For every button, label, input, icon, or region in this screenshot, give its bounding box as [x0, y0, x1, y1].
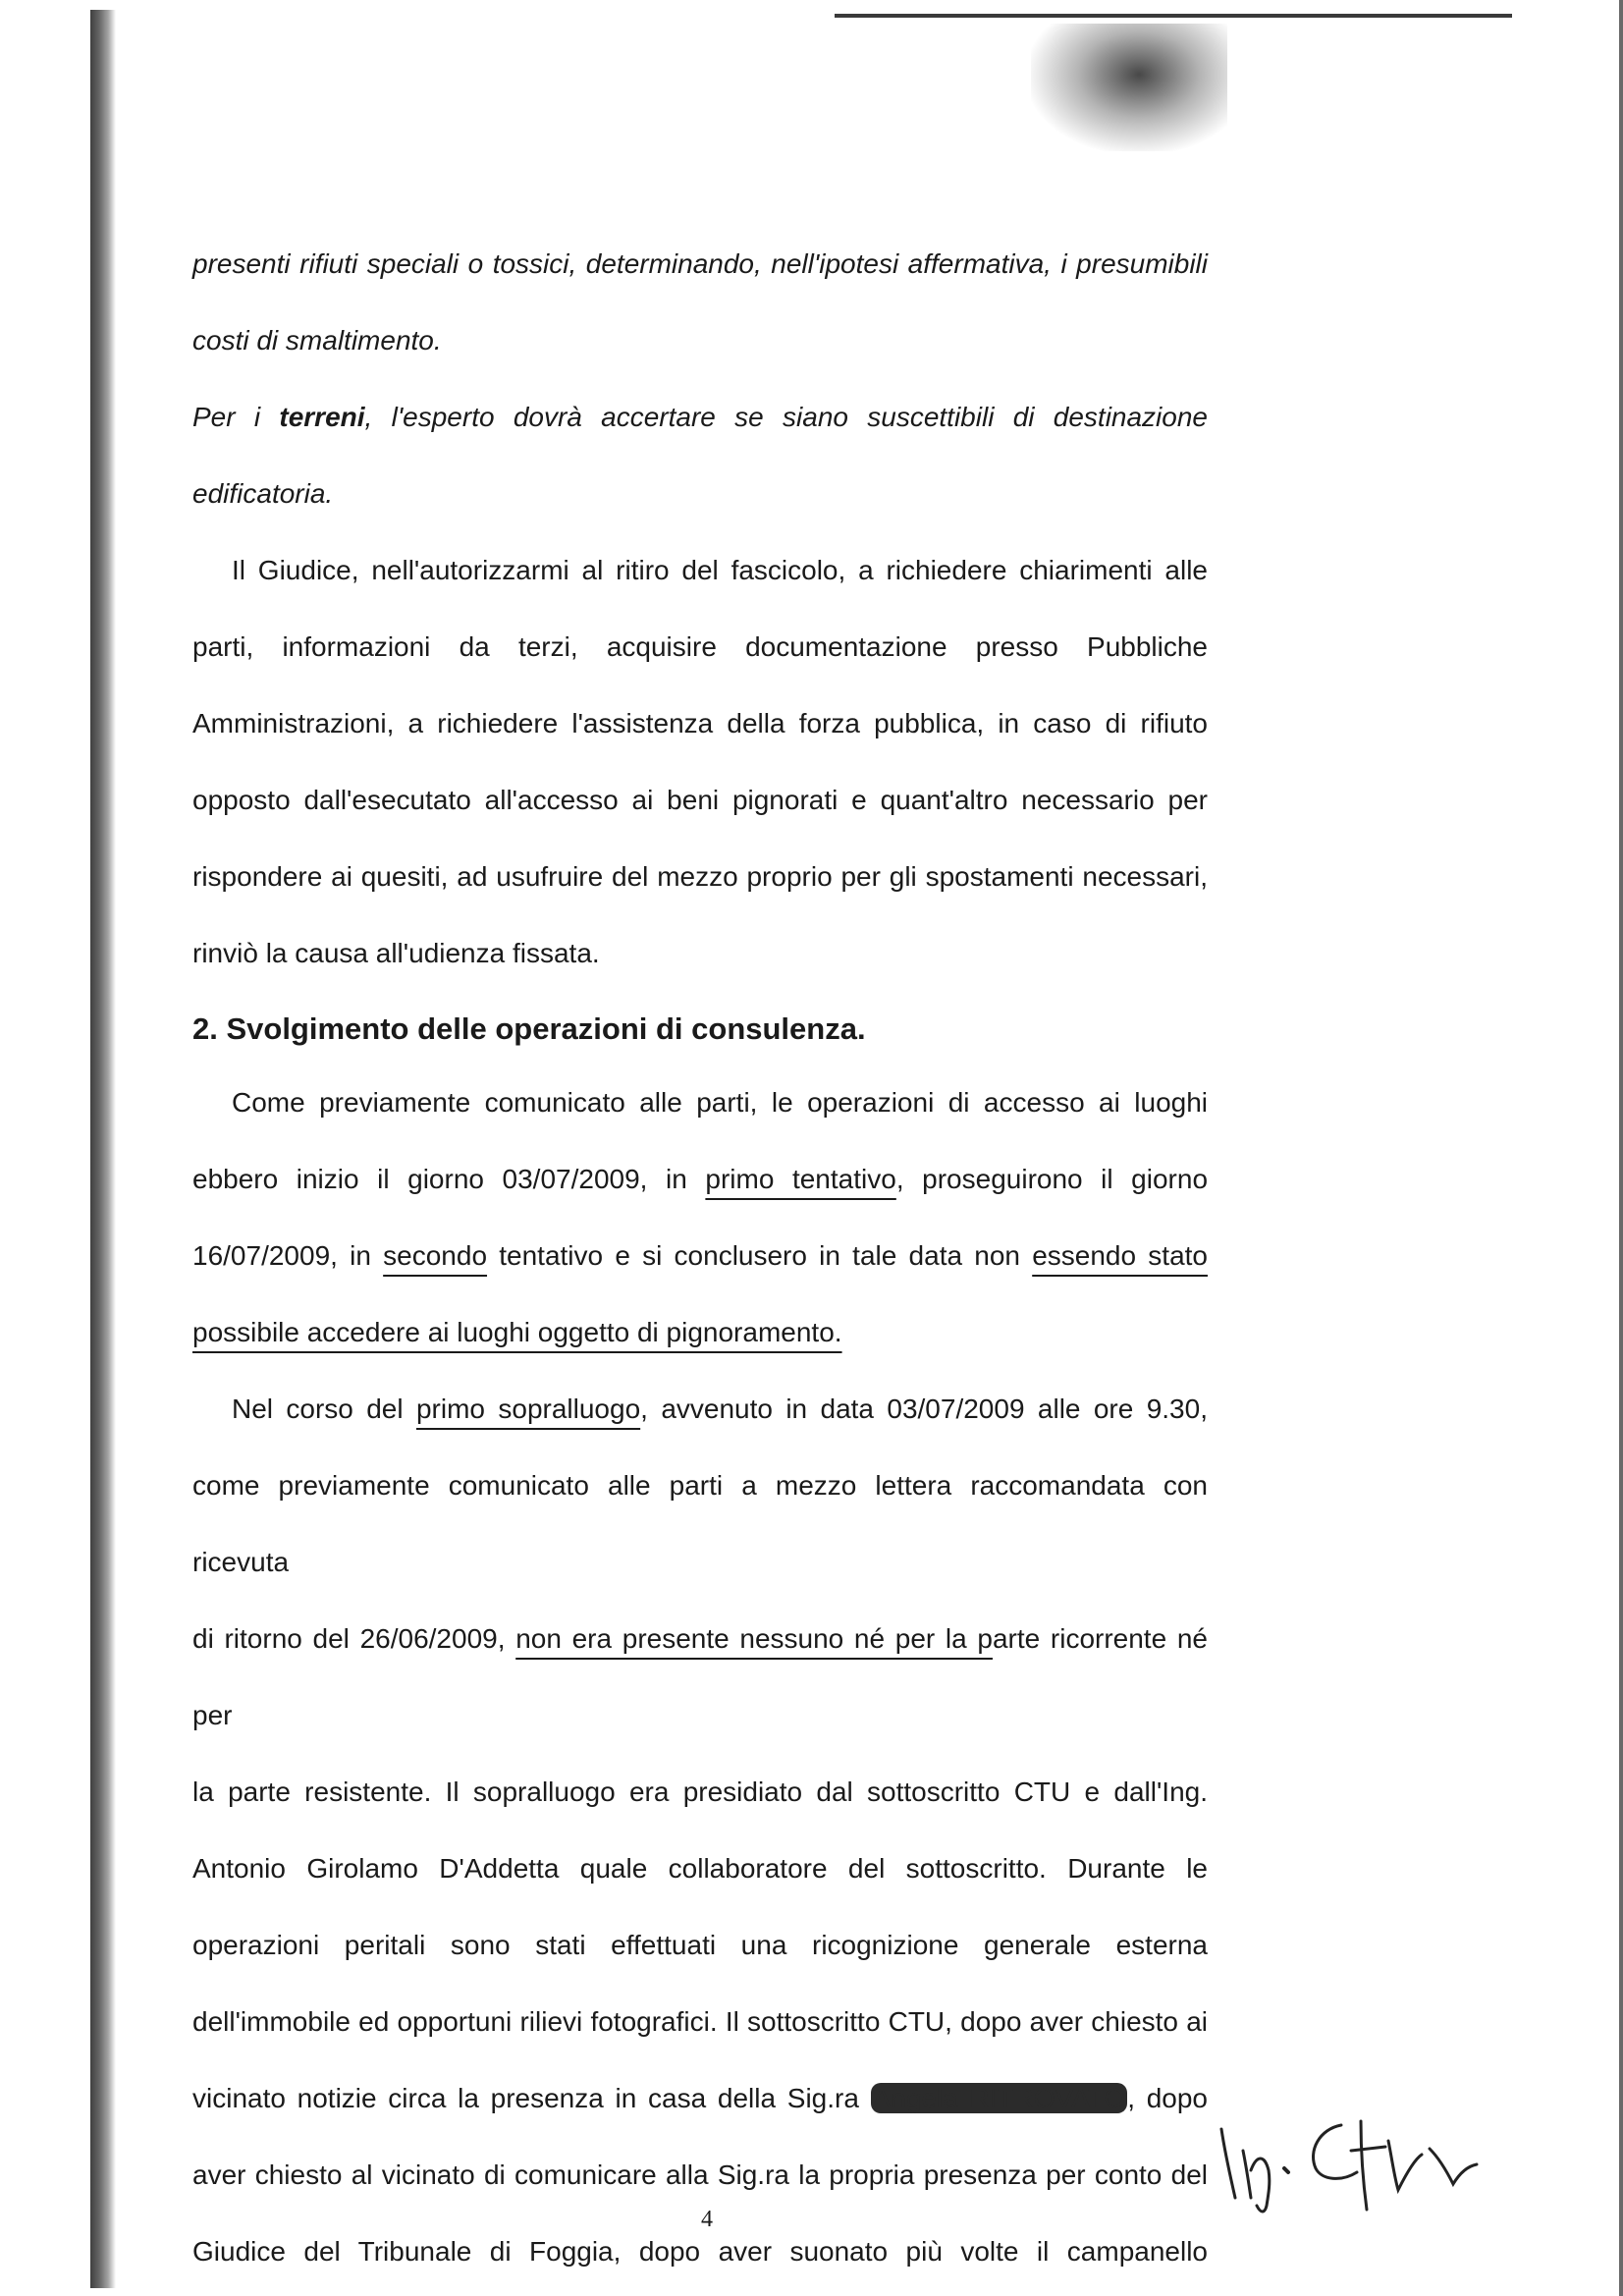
scan-edge-right: [1619, 0, 1623, 2296]
s2p2-text-1a: Nel corso del: [232, 1394, 416, 1424]
s2p1-line-2: [192, 1141, 1208, 1218]
s2p2-text-6: operazioni peritali sono stati effettuati una ricognizione generale esterna: [192, 1930, 1208, 1960]
s2p1-underlined-secondo: secondo: [383, 1240, 488, 1271]
s2p2-text-4: la parte resistente. Il sopralluogo era presidiato dal sottoscritto CTU e dall'Ing.: [192, 1777, 1208, 1807]
redacted-name: Angela RITROVATO: [872, 2083, 1126, 2113]
s2p2-text-2: come previamente comunicato alle parti a mezzo lettera raccomandata con ricevuta: [192, 1470, 1208, 1577]
s2p1-text-4: possibile accedere ai luoghi oggetto di pignoramento.: [192, 1317, 842, 1347]
s2p2-line-9: [192, 2137, 1208, 2214]
s2p2-text-9: aver chiesto al vicinato di comunicare alla Sig.ra la propria presenza per conto del: [192, 2159, 1208, 2190]
giudice-line-1: [192, 532, 1208, 609]
s2p2-text-1b: , avvenuto in data 03/07/2009 alle ore 9.30,: [640, 1394, 1208, 1424]
s2p1-text-1: Come previamente comunicato alle parti, le operazioni di accesso ai luoghi: [232, 1087, 1208, 1118]
scan-edge-left: [90, 10, 116, 2288]
s2p2-line-7: [192, 1984, 1208, 2060]
terreni-line-2-text: edificatoria.: [192, 478, 334, 509]
s2p2-line-3: [192, 1601, 1208, 1754]
s2p2-line-6: [192, 1907, 1208, 1984]
giudice-text-4: opposto dall'esecutato all'accesso ai beni pignorati e quant'altro necessario per: [192, 785, 1208, 815]
terreni-rest: , l'esperto dovrà accertare se siano suscettibili di destinazione: [364, 402, 1208, 432]
s2p2-text-3b: arte ricorrente né per: [192, 1623, 1208, 1730]
s2p2-text-8a: vicinato notizie circa la presenza in casa della Sig.ra: [192, 2083, 871, 2113]
s2p2-line-1: [192, 1371, 1208, 1448]
page-number: 4: [701, 2207, 713, 2232]
s2p2-line-8: [192, 2060, 1208, 2137]
s2p2-line-5: [192, 1831, 1208, 1907]
s2p1-text-3b: tentativo e si conclusero in tale data non: [487, 1240, 1033, 1271]
s2p2-text-7: dell'immobile ed opportuni rilievi fotografici. Il sottoscritto CTU, dopo aver chiesto ai: [192, 2006, 1208, 2037]
terreni-prefix: Per i: [192, 402, 280, 432]
giudice-line-3: [192, 685, 1208, 762]
terreni-line-2: [192, 456, 1208, 532]
terreni-line-1: [192, 379, 1208, 456]
intro-line-2-text: costi di smaltimento.: [192, 325, 442, 355]
document-page: [192, 226, 1208, 2290]
s2p1-text-3a: 16/07/2009, in: [192, 1240, 384, 1271]
s2p2-text-5: Antonio Girolamo D'Addetta quale collaboratore del sottoscritto. Durante le: [192, 1853, 1208, 1884]
intro-line-2: [192, 302, 1208, 379]
scan-top-line: [835, 14, 1512, 18]
s2p2-line-2: [192, 1448, 1208, 1601]
giudice-line-6: [192, 915, 1208, 992]
s2p2-text-10: Giudice del Tribunale di Foggia, dopo aver suonato più volte il campanello: [192, 2236, 1208, 2267]
signature-handwritten: [1214, 2111, 1498, 2219]
s2p1-line-3: [192, 1218, 1208, 1294]
scan-smudge: [1031, 24, 1227, 151]
section-2-heading: 2. Svolgimento delle operazioni di consulenza.: [192, 1011, 866, 1046]
giudice-text-3: Amministrazioni, a richiedere l'assistenza della forza pubblica, in caso di rifiuto: [192, 708, 1208, 738]
giudice-line-5: [192, 839, 1208, 915]
intro-line-1-text: presenti rifiuti speciali o tossici, determinando, nell'ipotesi affermativa, i presumibili: [192, 248, 1208, 279]
s2p2-text-8b: , dopo: [1127, 2083, 1208, 2113]
s2p1-line-1: [192, 1065, 1208, 1141]
giudice-text-5: rispondere ai quesiti, ad usufruire del mezzo proprio per gli spostamenti necessari,: [192, 861, 1208, 892]
s2p2-text-3a: di ritorno del 26/06/2009,: [192, 1623, 516, 1654]
s2p1-text-2a: ebbero inizio il giorno 03/07/2009, in: [192, 1164, 706, 1194]
s2p1-underlined-primo-tentativo: primo tentativo: [705, 1164, 896, 1194]
giudice-text-6: rinviò la causa all'udienza fissata.: [192, 938, 600, 968]
terreni-bold: terreni: [279, 402, 365, 432]
s2p2-underlined-non-era-presente: non era presente nessuno né per la p: [515, 1623, 993, 1654]
giudice-line-2: [192, 609, 1208, 685]
s2p1-line-4: [192, 1294, 1208, 1371]
giudice-text-1: Il Giudice, nell'autorizzarmi al ritiro del fascicolo, a richiedere chiarimenti alle: [232, 555, 1208, 585]
s2p1-underlined-essendo-stato: essendo stato: [1032, 1240, 1208, 1271]
s2p1-text-2b: , proseguirono il giorno: [895, 1164, 1209, 1194]
s2p2-line-4: [192, 1754, 1208, 1831]
s2p2-underlined-primo-sopralluogo: primo sopralluogo: [415, 1394, 641, 1424]
giudice-text-2: parti, informazioni da terzi, acquisire documentazione presso Pubbliche: [192, 631, 1208, 662]
intro-line-1: [192, 226, 1208, 302]
giudice-line-4: [192, 762, 1208, 839]
